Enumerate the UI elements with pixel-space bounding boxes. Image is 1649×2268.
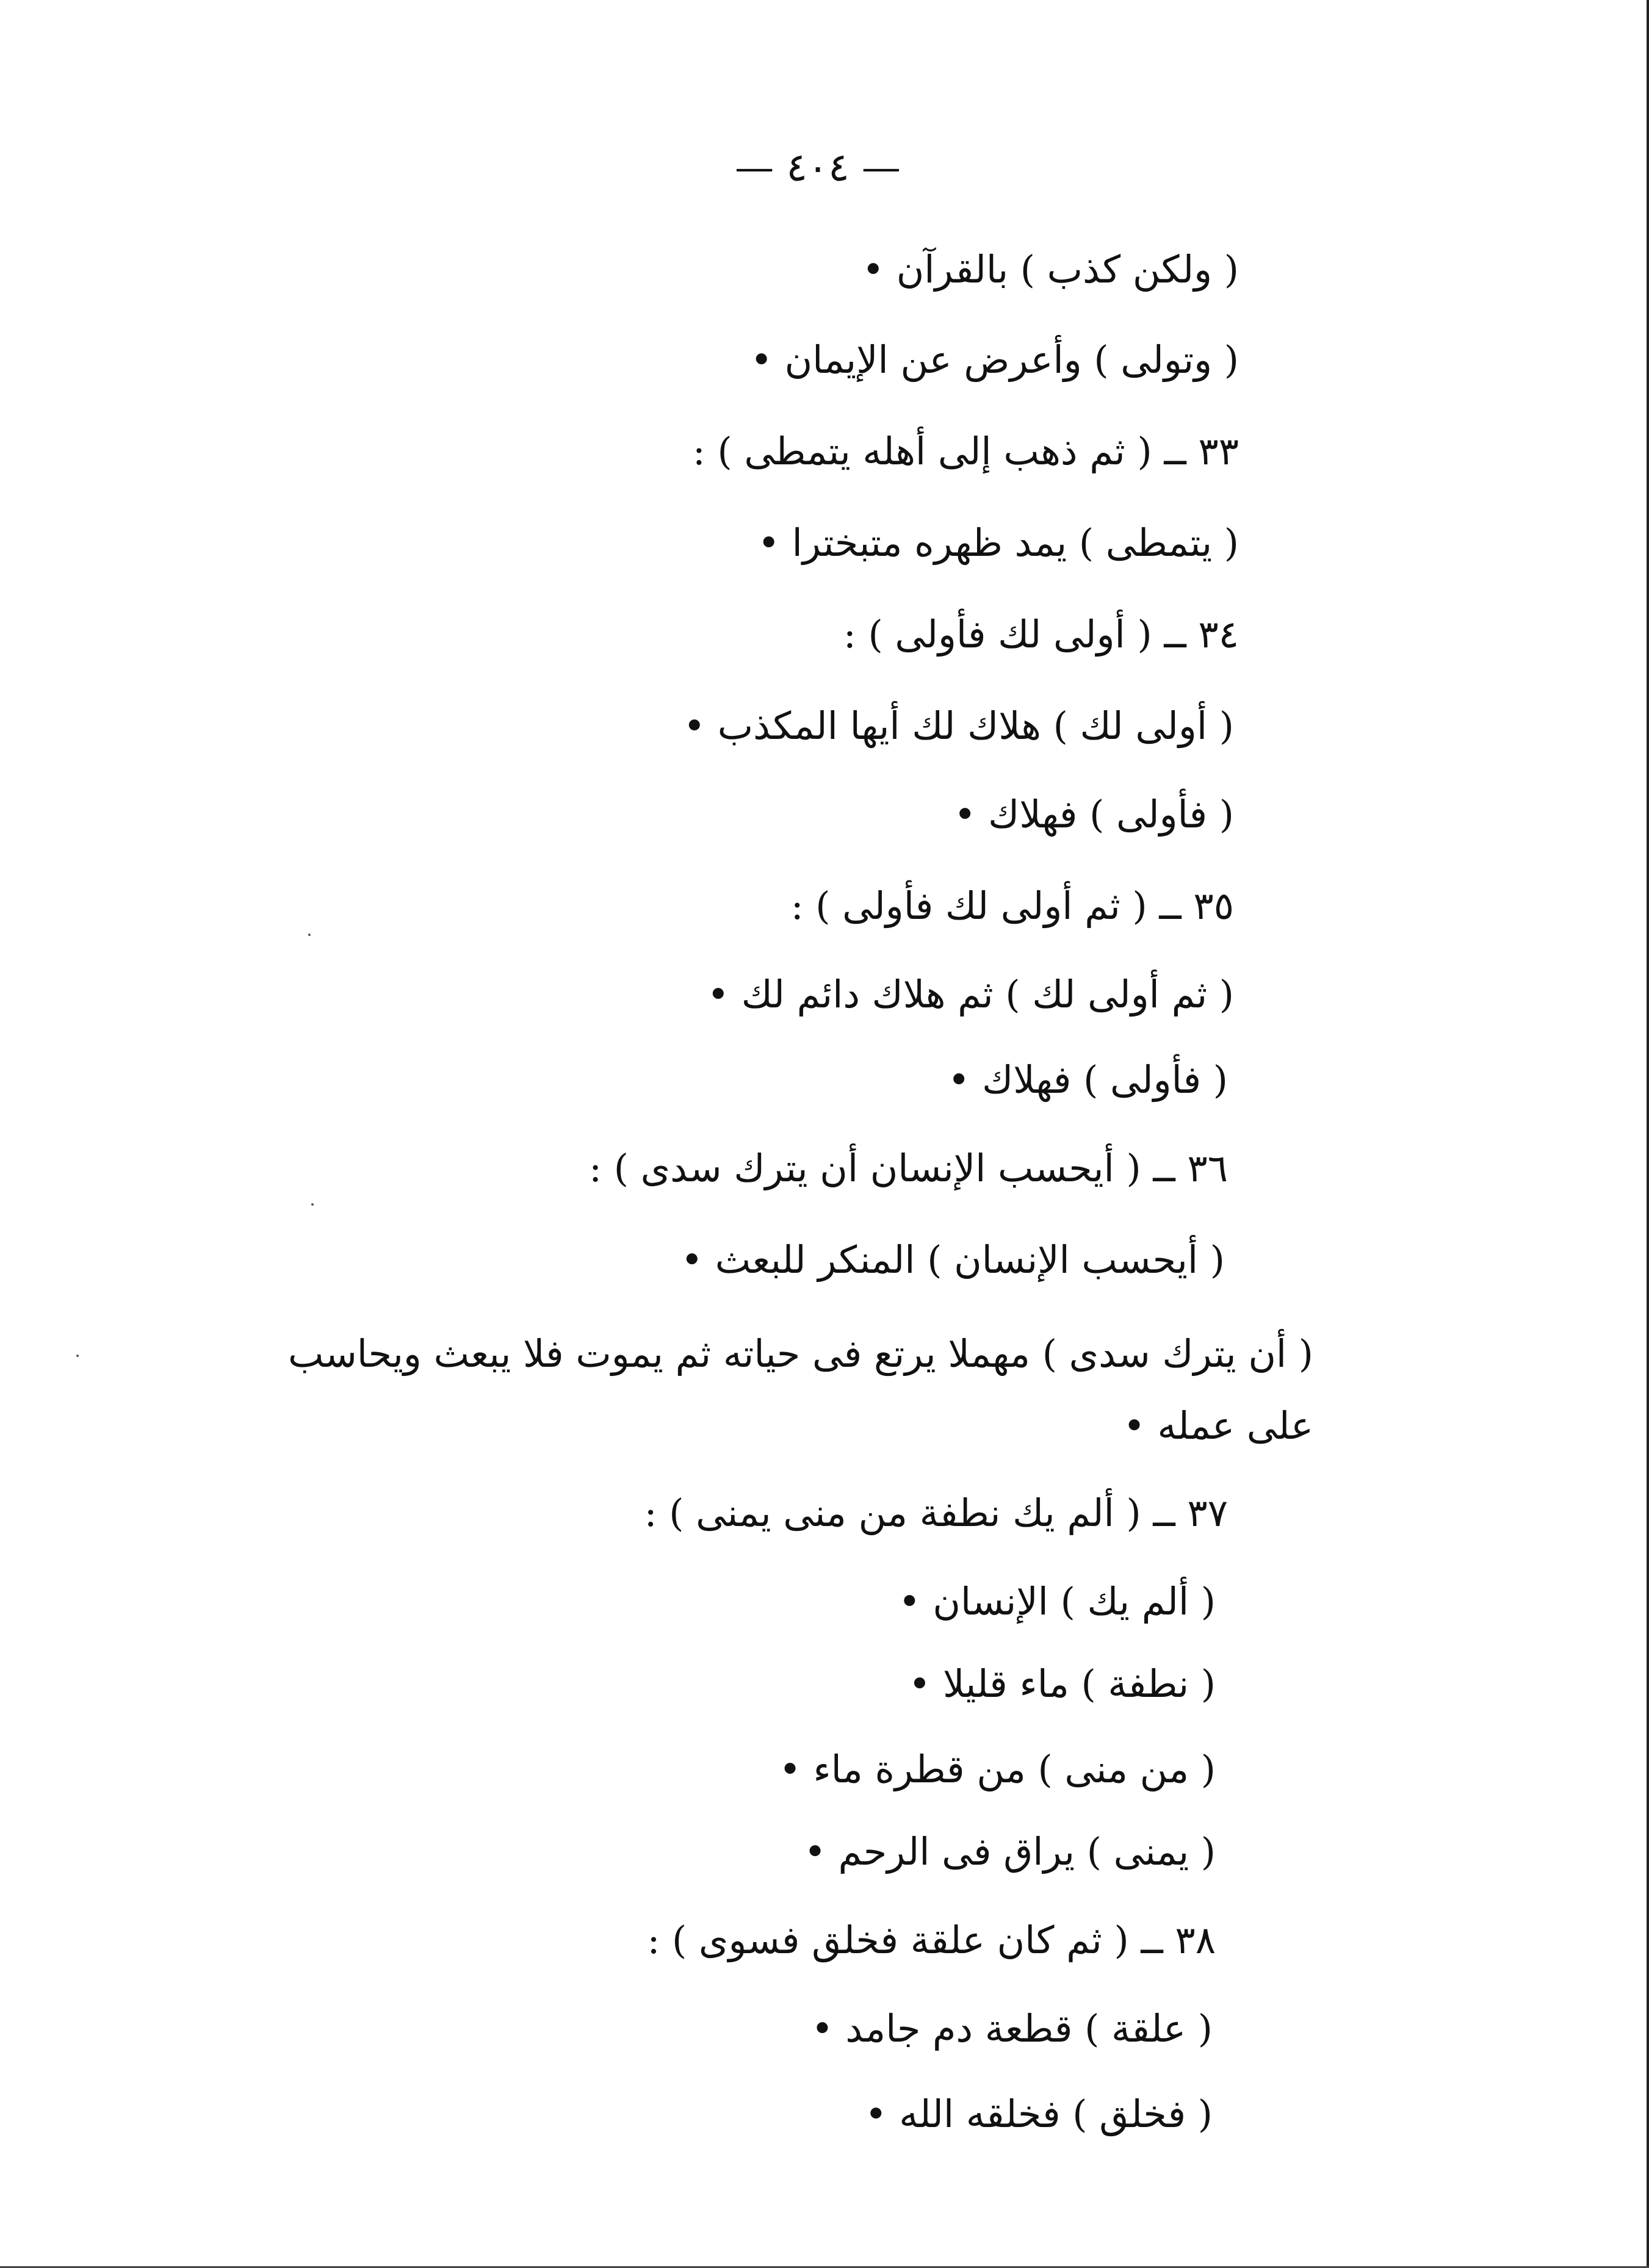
scan-speck xyxy=(76,1355,79,1357)
verse-heading: ٣٨ ــ ( ثم كان علقة فخلق فسوى ) : xyxy=(647,1918,1216,1962)
text-line: ( أيحسب الإنسان ) المنكر للبعث • xyxy=(680,1237,1225,1282)
text-line: ( فخلق ) فخلقه الله • xyxy=(864,2092,1213,2136)
scan-speck xyxy=(308,934,311,936)
verse-heading: ٣٣ ــ ( ثم ذهب إلى أهله يتمطى ) : xyxy=(692,429,1239,473)
text-line-wrapped: ( أن يترك سدى ) مهملا يرتع فى حياته ثم يموت فلا يبعث ويحاسب على عمله • xyxy=(287,1331,1313,1448)
text-line: ( يمنى ) يراق فى الرحم • xyxy=(804,1829,1216,1874)
verse-heading: ٣٤ ــ ( أولى لك فأولى ) : xyxy=(843,612,1239,657)
text-line: ( ثم أولى لك ) ثم هلاك دائم لك • xyxy=(707,972,1234,1017)
text-line: ( ألم يك ) الإنسان • xyxy=(898,1579,1216,1624)
page-edge-right xyxy=(1647,0,1649,2268)
text-line: ( فأولى ) فهلاك • xyxy=(947,1057,1228,1102)
text-line: ( فأولى ) فهلاك • xyxy=(953,792,1234,837)
verse-heading: ٣٦ ــ ( أيحسب الإنسان أن يترك سدى ) : xyxy=(589,1146,1228,1190)
text-line: ( نطفة ) ماء قليلا • xyxy=(908,1661,1216,1706)
text-line: ( علقة ) قطعة دم جامد • xyxy=(811,2006,1213,2051)
scan-speck xyxy=(311,1203,314,1206)
verse-heading: ٣٥ ــ ( ثم أولى لك فأولى ) : xyxy=(790,884,1234,928)
text-line: ( من منى ) من قطرة ماء • xyxy=(779,1747,1216,1791)
verse-heading: ٣٧ ــ ( ألم يك نطفة من منى يمنى ) : xyxy=(644,1491,1228,1535)
text-line: ( يتمطى ) يمد ظهره متبخترا • xyxy=(757,520,1239,565)
page-number: — ٤٠٤ — xyxy=(735,145,901,190)
text-line: ( وتولى ) وأعرض عن الإيمان • xyxy=(750,337,1239,382)
text-line: ( أولى لك ) هلاك لك أيها المكذب • xyxy=(683,704,1234,748)
text-line: ( ولكن كذب ) بالقرآن • xyxy=(862,247,1239,292)
